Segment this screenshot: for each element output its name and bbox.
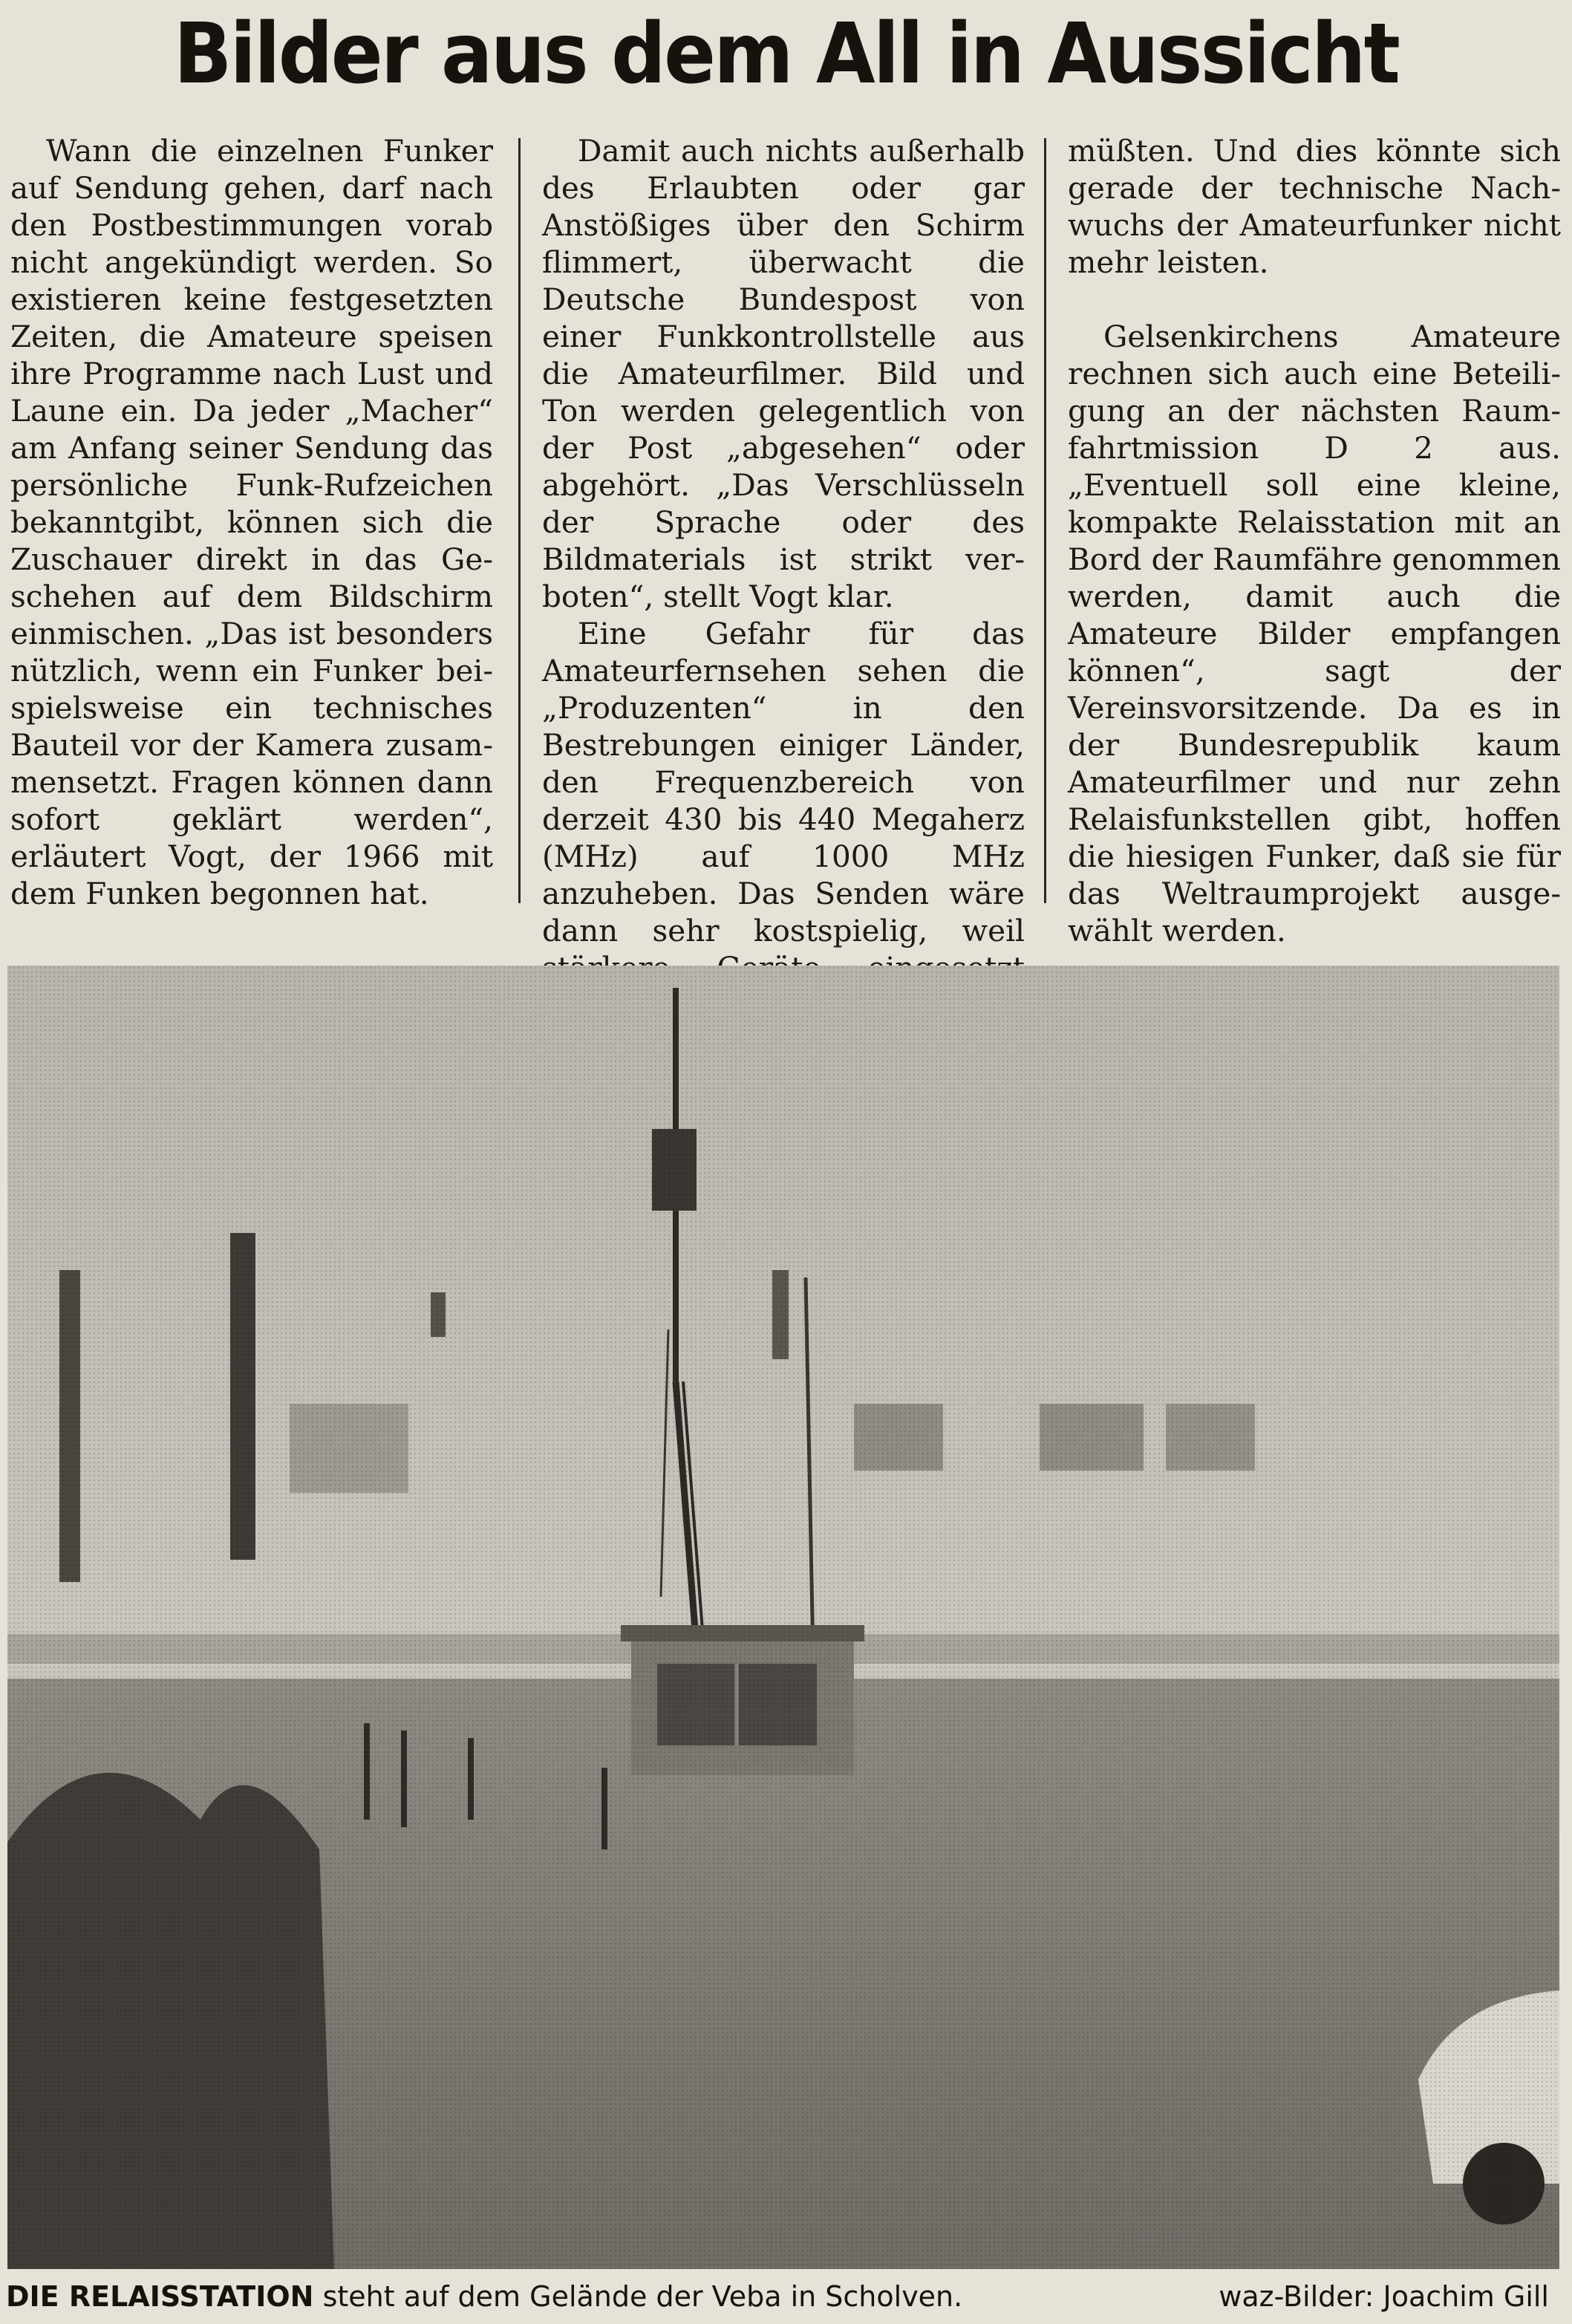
- article-body: [10, 132, 1562, 957]
- photo-credit: waz-Bilder: Joachim Gill: [1219, 2280, 1549, 2313]
- paragraph: Wann die einzelnen Funker auf Sendung gehen, darf nach den Postbestimmungen vorab nicht angekündigt werden. So existieren keine festgesetzten Zeiten, die Amateure speisen ihre Programme nach Lust und Laune ein. Da jeder „Macher“ am Anfang seiner Sendung das persönliche Funk-Rufzeichen bekanntgibt, können sich die Zuschauer direkt in das Geschehen auf dem Bildschirm einmischen. „Das ist besonders nützlich, wenn ein Funker beispielsweise ein technisches Bauteil vor der Kamera zusammensetzt. Fragen können dann sofort geklärt werden“, erläutert Vogt, der 1966 mit dem Funken begonnen hat.: [10, 133, 493, 911]
- article-column-2: [542, 132, 1025, 1023]
- column-divider: [1044, 138, 1046, 903]
- relay-station-photo: [7, 966, 1559, 2269]
- article-column-3: [1068, 132, 1561, 949]
- paragraph: Gelsenkirchens Amateure rechnen sich auch eine Beteiligung an der nächsten Raumfahrtmission D 2 aus. „Eventuell soll eine kleine, kompakte Relaisstation mit an Bord der Raumfähre genommen werden, damit auch die Amateure Bilder empfangen können“, sagt der Vereinsvorsitzende. Da es in der Bundesrepublik kaum Amateurfilmer und nur zehn Relaisfunkstellen gibt, hoffen die hiesigen Funker, daß sie für das Weltraumprojekt ausgewählt werden.: [1068, 319, 1561, 948]
- headline: Bilder aus dem All in Aussicht: [173, 6, 1399, 102]
- paragraph: Damit auch nichts außerhalb des Erlaubten oder gar Anstößiges über den Schirm flimmert, überwacht die Deutsche Bundespost von einer Funkkontrollstelle aus die Amateurfilmer. Bild und Ton werden gelegentlich von der Post „abgesehen“ oder abgehört. „Das Verschlüsseln der Sprache oder des Bildmaterials ist strikt verboten“, stellt Vogt klar.: [542, 133, 1025, 614]
- photo-caption: [6, 2276, 1565, 2317]
- caption-lead: DIE RELAISSTATION: [6, 2280, 314, 2313]
- article-column-1: [10, 132, 493, 912]
- column-divider: [518, 138, 521, 903]
- paragraph: Eine Gefahr für das Amateurfernsehen sehen die „Produzenten“ in den Bestrebungen einiger Länder, den Frequenzbereich von derzeit 430 bis 440 Megaherz (MHz) auf 1000 MHz anzuheben. Das Senden wäre dann sehr kostspielig, weil: [542, 616, 1025, 948]
- caption-text: steht auf dem Gelände der Veba in Scholven.: [313, 2280, 963, 2313]
- paragraph: müßten. Und dies könnte sich gerade der technische Nachwuchs der Amateurfunker nicht mehr leisten.: [1068, 133, 1561, 280]
